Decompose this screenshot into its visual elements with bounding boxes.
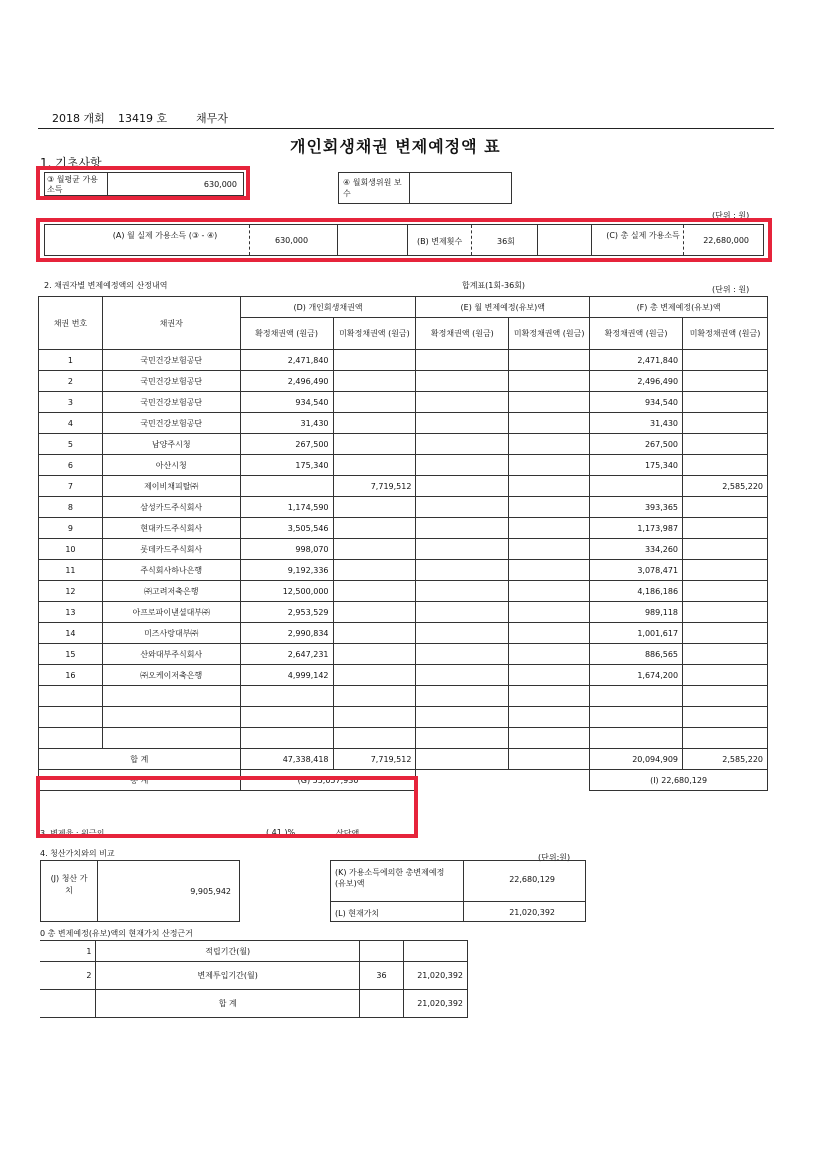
- creditor-no: 14: [39, 623, 103, 644]
- e-unconfirmed: [509, 581, 590, 602]
- pv-sum-value: 21,020,392: [403, 990, 467, 1018]
- e-unconfirmed: [509, 434, 590, 455]
- a-label: (A) 월 실제 가용소득 (③ - ④): [112, 231, 218, 240]
- e-confirmed: [416, 644, 509, 665]
- case-party: 채무자: [196, 112, 228, 125]
- f-confirmed: 1,674,200: [590, 665, 683, 686]
- col-header-f-confirmed: 확정채권액 (원금): [590, 318, 683, 350]
- creditor-no: 1: [39, 350, 103, 371]
- f-unconfirmed: [683, 581, 768, 602]
- e-confirmed: [416, 350, 509, 371]
- table-row: [39, 476, 768, 497]
- e-unconfirmed: [509, 644, 590, 665]
- creditor-no: 16: [39, 665, 103, 686]
- blank-row: [39, 686, 768, 707]
- e-unconfirmed: [509, 392, 590, 413]
- creditor-name: 현대카드주식회사: [102, 518, 240, 539]
- b-label: (B) 변제횟수: [417, 237, 463, 246]
- liquidation-value-box: [40, 860, 240, 922]
- d-unconfirmed: [333, 665, 416, 686]
- e-unconfirmed: [509, 539, 590, 560]
- d-unconfirmed: [333, 602, 416, 623]
- creditor-name: 주식회사하나은행: [102, 560, 240, 581]
- pv-row-label: 적립기간(월): [96, 941, 360, 962]
- f-confirmed: 886,565: [590, 644, 683, 665]
- creditor-name: 아프로파이낸셜대부㈜: [102, 602, 240, 623]
- f-unconfirmed: [683, 350, 768, 371]
- f-unconfirmed: 2,585,220: [683, 476, 768, 497]
- d-unconfirmed: [333, 434, 416, 455]
- f-unconfirmed: [683, 371, 768, 392]
- e-unconfirmed: [509, 371, 590, 392]
- d-unconfirmed: [333, 350, 416, 371]
- comparison-box: [330, 860, 586, 922]
- creditor-name: ㈜고려저축은행: [102, 581, 240, 602]
- e-confirmed: [416, 455, 509, 476]
- c-label: (C) 총 실제 가용소득: [606, 231, 680, 240]
- e-confirmed: [416, 518, 509, 539]
- col-header-e: (E) 월 변제예정(유보)액: [416, 297, 590, 318]
- f-confirmed: 334,260: [590, 539, 683, 560]
- e-unconfirmed: [509, 350, 590, 371]
- pv-sum-label: 합 계: [96, 990, 360, 1018]
- f-unconfirmed: [683, 665, 768, 686]
- e-unconfirmed: [509, 602, 590, 623]
- f-confirmed: 393,365: [590, 497, 683, 518]
- c-value: 22,680,000: [703, 236, 749, 245]
- d-confirmed: 31,430: [240, 413, 333, 434]
- d-confirmed: 175,340: [240, 455, 333, 476]
- e-confirmed: [416, 665, 509, 686]
- l-label: (L) 현재가치: [335, 909, 380, 918]
- e-unconfirmed: [509, 476, 590, 497]
- f-unconfirmed: [683, 392, 768, 413]
- d-confirmed: 9,192,336: [240, 560, 333, 581]
- table-row: [39, 350, 768, 371]
- pv-row-value: 21,020,392: [403, 962, 467, 990]
- creditor-name: 국민건강보험공단: [102, 392, 240, 413]
- creditor-name: 제이비채피탈㈜: [102, 476, 240, 497]
- e-confirmed: [416, 392, 509, 413]
- d-confirmed: 2,496,490: [240, 371, 333, 392]
- highlight-available-income: [36, 218, 772, 262]
- header-rule: [38, 128, 774, 129]
- creditor-no: 7: [39, 476, 103, 497]
- e-confirmed: [416, 560, 509, 581]
- pv-row: [40, 962, 468, 990]
- present-value-table: [40, 940, 468, 1018]
- col-header-e-unconfirmed: 미확정채권액 (원금): [509, 318, 590, 350]
- e-confirmed: [416, 371, 509, 392]
- d-unconfirmed: [333, 392, 416, 413]
- f-unconfirmed: [683, 539, 768, 560]
- section4-unit: (단위:원): [538, 853, 571, 862]
- d-confirmed: 2,990,834: [240, 623, 333, 644]
- pv-sum-row: [40, 990, 468, 1018]
- f-unconfirmed: [683, 413, 768, 434]
- total-g: (G) 55,057,930: [240, 770, 416, 791]
- section2-period: 합계표(1회-36회): [462, 281, 526, 290]
- total-i: (I) 22,680,129: [590, 770, 768, 791]
- creditor-no: 11: [39, 560, 103, 581]
- f-unconfirmed: [683, 518, 768, 539]
- j-value: 9,905,942: [190, 887, 231, 896]
- section1-title: 1. 기초사항: [40, 156, 102, 170]
- creditor-name: 남양주시청: [102, 434, 240, 455]
- section5-title: 0 총 변제예정(유보)액의 현재가치 산정근거: [40, 929, 193, 938]
- f-confirmed: 175,340: [590, 455, 683, 476]
- f-unconfirmed: [683, 623, 768, 644]
- pv-row-no: 1: [40, 941, 96, 962]
- f-confirmed: 2,471,840: [590, 350, 683, 371]
- case-number: 13419 호: [118, 112, 168, 125]
- creditor-no: 6: [39, 455, 103, 476]
- creditor-no: 13: [39, 602, 103, 623]
- creditor-no: 5: [39, 434, 103, 455]
- e-unconfirmed: [509, 455, 590, 476]
- e-confirmed: [416, 476, 509, 497]
- creditor-no: 10: [39, 539, 103, 560]
- e-confirmed: [416, 413, 509, 434]
- sum-f-unconfirmed: 2,585,220: [683, 749, 768, 770]
- d-confirmed: 934,540: [240, 392, 333, 413]
- creditor-no: 4: [39, 413, 103, 434]
- e-unconfirmed: [509, 413, 590, 434]
- d-confirmed: 4,999,142: [240, 665, 333, 686]
- f-confirmed: 31,430: [590, 413, 683, 434]
- creditor-name: 산와대부주식회사: [102, 644, 240, 665]
- e-confirmed: [416, 581, 509, 602]
- f-unconfirmed: [683, 497, 768, 518]
- creditor-table: [38, 296, 768, 791]
- table-row: [39, 602, 768, 623]
- f-confirmed: 989,118: [590, 602, 683, 623]
- table-row: [39, 644, 768, 665]
- f-confirmed: 934,540: [590, 392, 683, 413]
- highlight-totals: [36, 776, 418, 838]
- col-header-no: 채권 번호: [39, 297, 103, 350]
- creditor-no: 2: [39, 371, 103, 392]
- creditor-name: 국민건강보험공단: [102, 371, 240, 392]
- creditor-no: 8: [39, 497, 103, 518]
- e-confirmed: [416, 434, 509, 455]
- f-unconfirmed: [683, 434, 768, 455]
- creditor-name: 삼성카드주식회사: [102, 497, 240, 518]
- col-header-d: (D) 개인회생채권액: [240, 297, 416, 318]
- table-row: [39, 539, 768, 560]
- col-header-f: (F) 총 변제예정(유보)액: [590, 297, 768, 318]
- pv-row-no: 2: [40, 962, 96, 990]
- e-unconfirmed: [509, 665, 590, 686]
- e-unconfirmed: [509, 560, 590, 581]
- sum-d-confirmed: 47,338,418: [240, 749, 333, 770]
- e-confirmed: [416, 602, 509, 623]
- f-confirmed: 4,186,186: [590, 581, 683, 602]
- sum-f-confirmed: 20,094,909: [590, 749, 683, 770]
- d-unconfirmed: [333, 644, 416, 665]
- sum-d-unconfirmed: 7,719,512: [333, 749, 416, 770]
- e-unconfirmed: [509, 518, 590, 539]
- creditor-no: 9: [39, 518, 103, 539]
- blank-row: [39, 728, 768, 749]
- d-unconfirmed: 7,719,512: [333, 476, 416, 497]
- d-unconfirmed: [333, 539, 416, 560]
- col-header-d-unconfirmed: 미확정채권액 (원금): [333, 318, 416, 350]
- col-header-creditor: 채권자: [102, 297, 240, 350]
- income-value: 630,000: [203, 180, 237, 189]
- creditor-name: ㈜오케이저축은행: [102, 665, 240, 686]
- a-value: 630,000: [275, 236, 309, 245]
- pv-row-label: 변제투입기간(월): [96, 962, 360, 990]
- table-row: [39, 623, 768, 644]
- table-row: [39, 455, 768, 476]
- table-row: [39, 497, 768, 518]
- f-confirmed: 2,496,490: [590, 371, 683, 392]
- d-unconfirmed: [333, 623, 416, 644]
- table-row: [39, 665, 768, 686]
- k-value: 22,680,129: [509, 875, 555, 884]
- f-unconfirmed: [683, 644, 768, 665]
- creditor-no: 15: [39, 644, 103, 665]
- blank-row: [39, 707, 768, 728]
- sum-label: 합 계: [39, 749, 241, 770]
- pv-row: [40, 941, 468, 962]
- section2-unit: (단위 : 원): [712, 285, 750, 294]
- total-label: 총 계: [39, 770, 241, 791]
- table-row: [39, 413, 768, 434]
- d-unconfirmed: [333, 518, 416, 539]
- e-confirmed: [416, 539, 509, 560]
- case-year: 2018 개회: [52, 112, 105, 125]
- col-header-d-confirmed: 확정채권액 (원금): [240, 318, 333, 350]
- d-unconfirmed: [333, 455, 416, 476]
- f-confirmed: 1,001,617: [590, 623, 683, 644]
- col-header-f-unconfirmed: 미확정채권액 (원금): [683, 318, 768, 350]
- creditor-name: 국민건강보험공단: [102, 413, 240, 434]
- section2-title: 2. 채권자별 변제예정액의 산정내역: [44, 281, 168, 290]
- table-row: [39, 518, 768, 539]
- creditor-name: 아산시청: [102, 455, 240, 476]
- highlight-income: [36, 166, 250, 200]
- section3-label: 3. 변제율 : 원금의: [40, 829, 105, 838]
- income-label: ③ 월평균 가용소득: [47, 175, 98, 194]
- pv-row-months: [360, 941, 404, 962]
- f-confirmed: 1,173,987: [590, 518, 683, 539]
- table-row: [39, 371, 768, 392]
- trustee-box: [338, 172, 512, 204]
- e-unconfirmed: [509, 623, 590, 644]
- table-row: [39, 434, 768, 455]
- table-row: [39, 560, 768, 581]
- d-unconfirmed: [333, 371, 416, 392]
- col-header-e-confirmed: 확정채권액 (원금): [416, 318, 509, 350]
- k-label: (K) 가용소득에의한 총변제예정(유보)액: [335, 868, 445, 888]
- section4-title: 4. 청산가치와의 비교: [40, 849, 115, 858]
- d-confirmed: 2,471,840: [240, 350, 333, 371]
- d-confirmed: 2,953,529: [240, 602, 333, 623]
- pv-row-value: [403, 941, 467, 962]
- creditor-name: 국민건강보험공단: [102, 350, 240, 371]
- d-confirmed: 267,500: [240, 434, 333, 455]
- pv-row-months: 36: [360, 962, 404, 990]
- f-unconfirmed: [683, 602, 768, 623]
- d-unconfirmed: [333, 560, 416, 581]
- d-confirmed: 1,174,590: [240, 497, 333, 518]
- section3-suffix: 상당액: [336, 829, 360, 838]
- page-title: 개인회생채권 변제예정액 표: [290, 137, 501, 156]
- table-row: [39, 392, 768, 413]
- creditor-name: 롯데카드주식회사: [102, 539, 240, 560]
- e-unconfirmed: [509, 497, 590, 518]
- trustee-label: ④ 월회생위원 보수: [343, 178, 402, 198]
- b-value: 36회: [497, 237, 515, 246]
- d-unconfirmed: [333, 497, 416, 518]
- d-unconfirmed: [333, 413, 416, 434]
- d-confirmed: 2,647,231: [240, 644, 333, 665]
- j-label: (J) 청산 가치: [50, 874, 88, 895]
- d-confirmed: 3,505,546: [240, 518, 333, 539]
- f-unconfirmed: [683, 560, 768, 581]
- table-row: [39, 581, 768, 602]
- section1-unit: (단위 : 원): [712, 211, 750, 220]
- f-confirmed: [590, 476, 683, 497]
- creditor-name: 미즈사랑대부㈜: [102, 623, 240, 644]
- creditor-no: 3: [39, 392, 103, 413]
- f-confirmed: 267,500: [590, 434, 683, 455]
- f-unconfirmed: [683, 455, 768, 476]
- d-confirmed: 998,070: [240, 539, 333, 560]
- d-confirmed: [240, 476, 333, 497]
- d-confirmed: 12,500,000: [240, 581, 333, 602]
- repayment-rate: ( 41 )%: [266, 828, 296, 837]
- sum-row: [39, 749, 768, 770]
- d-unconfirmed: [333, 581, 416, 602]
- l-value: 21,020,392: [509, 908, 555, 917]
- e-confirmed: [416, 623, 509, 644]
- f-confirmed: 3,078,471: [590, 560, 683, 581]
- e-confirmed: [416, 497, 509, 518]
- creditor-no: 12: [39, 581, 103, 602]
